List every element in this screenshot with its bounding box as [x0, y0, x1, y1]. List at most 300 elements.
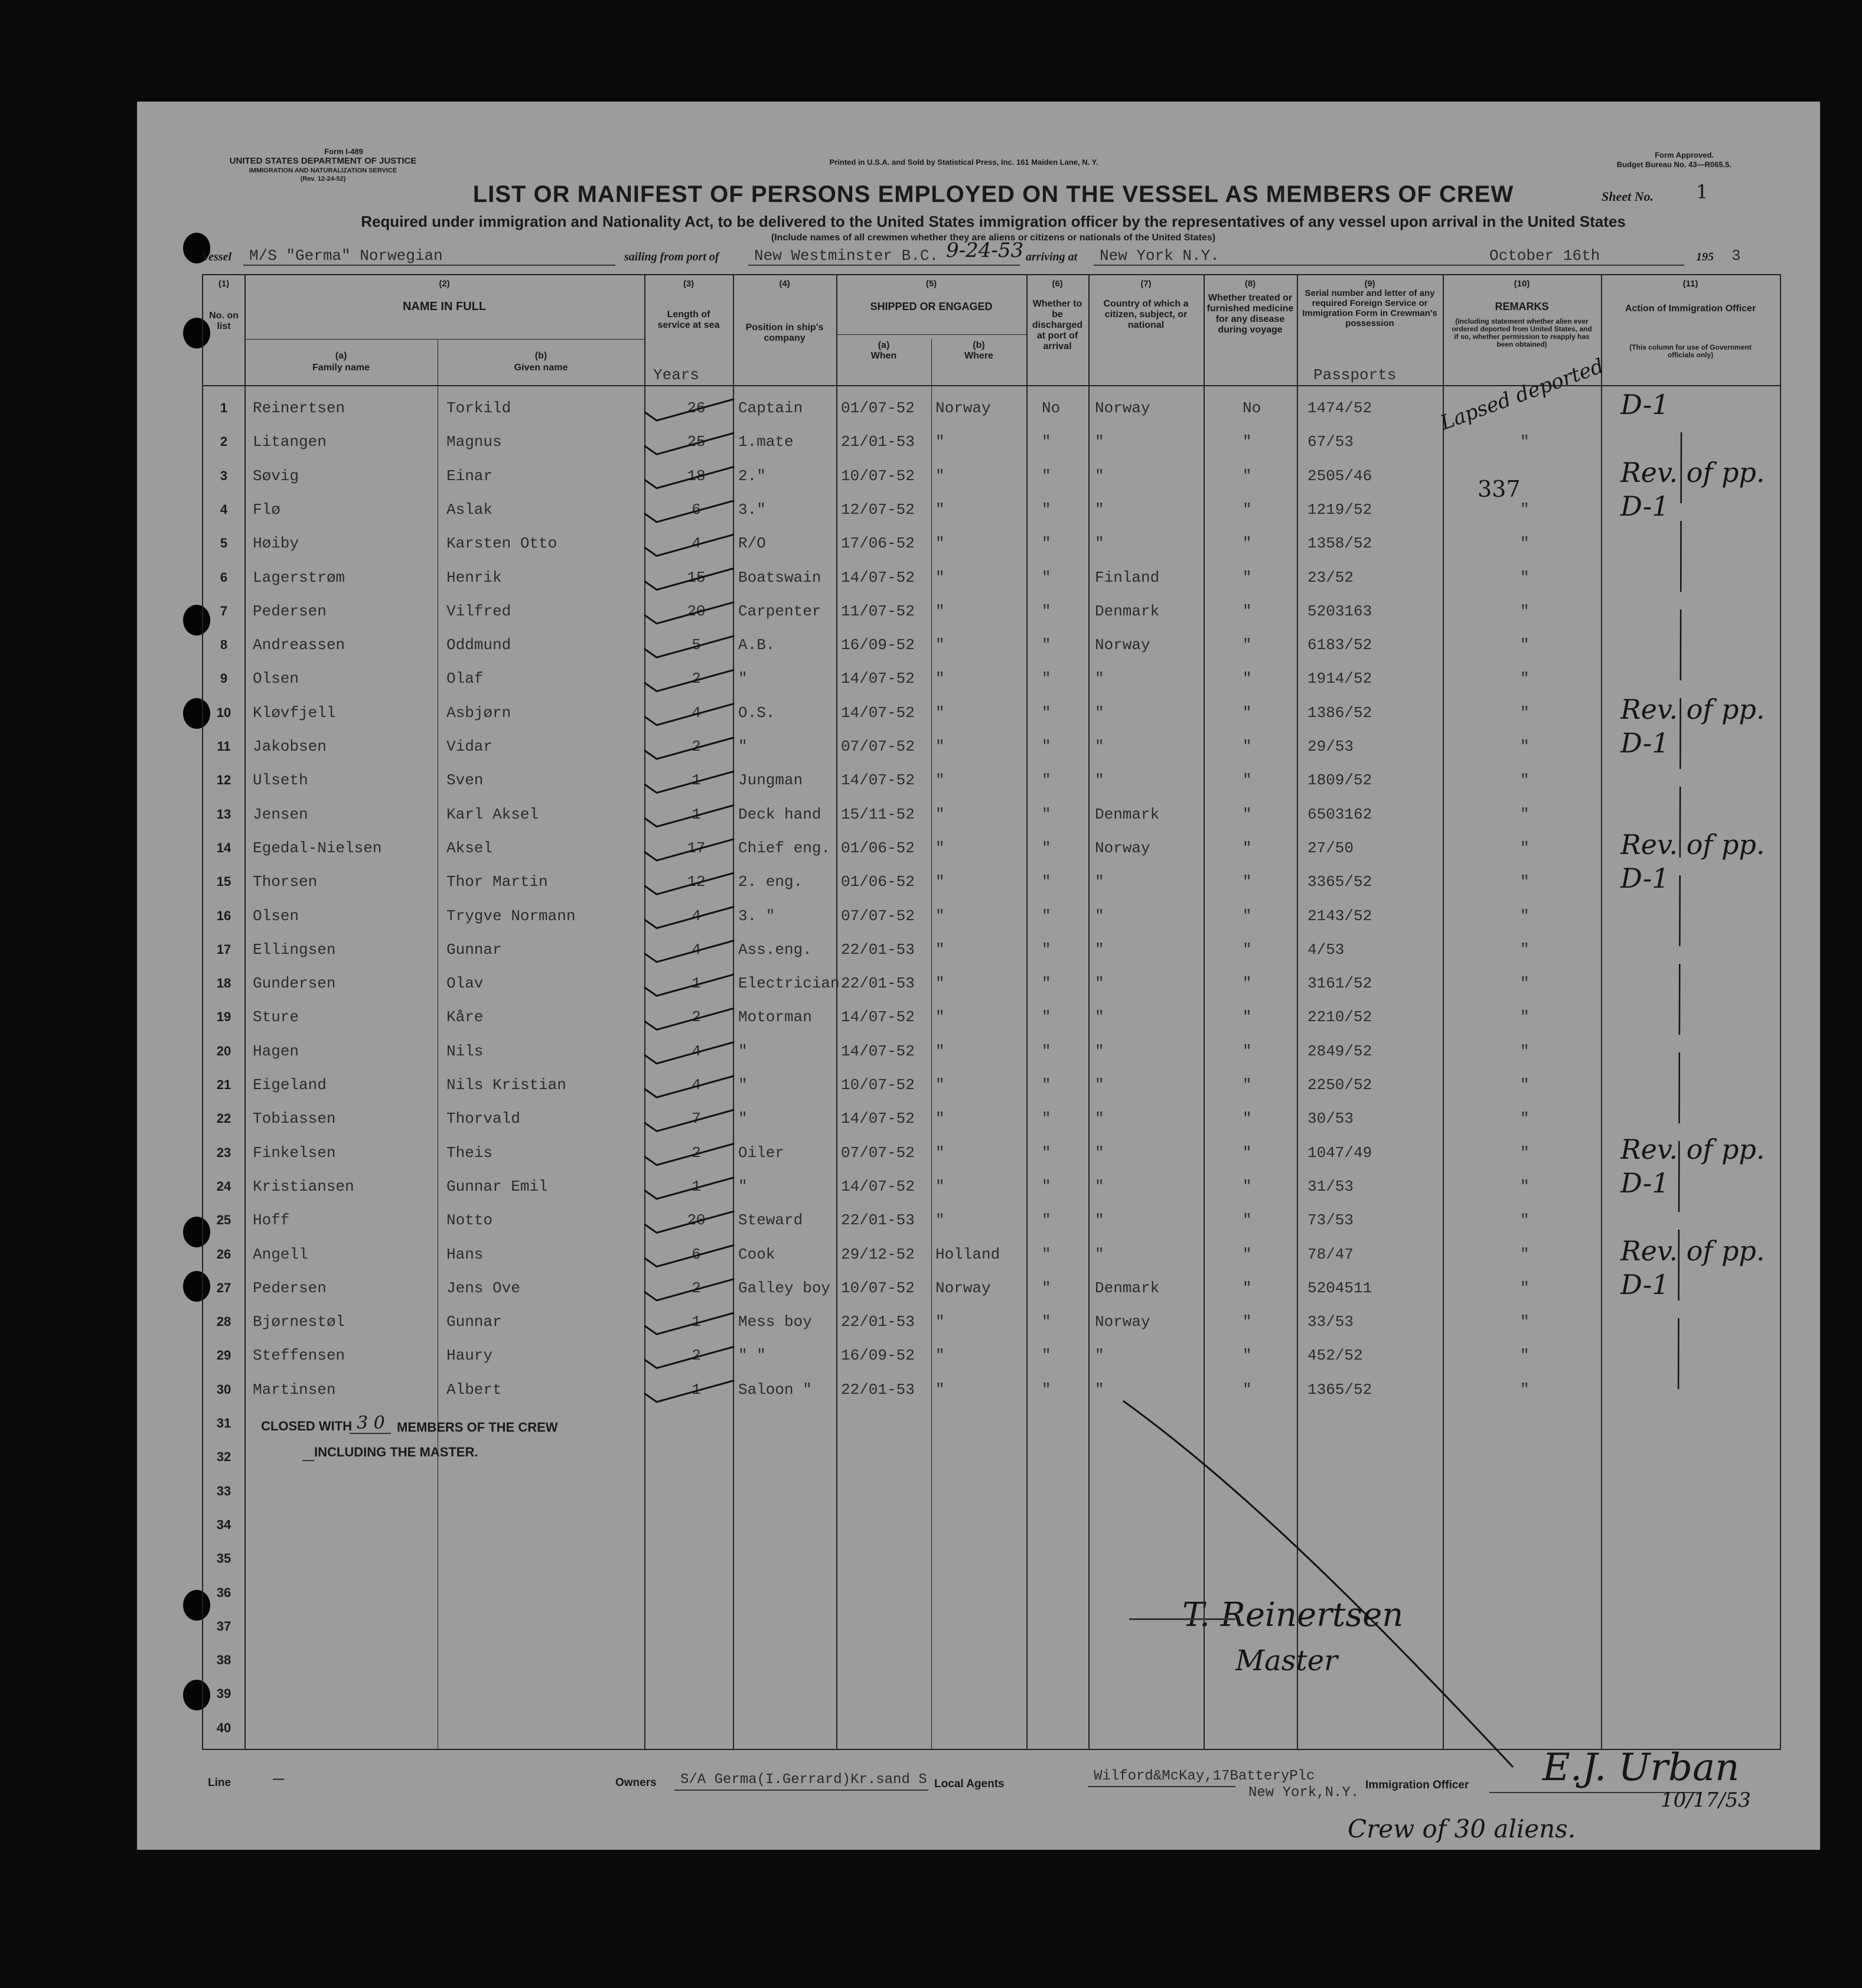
cell-given: Gunnar Emil [446, 1177, 548, 1195]
line-number: 29 [216, 1348, 231, 1363]
table-row [203, 560, 1780, 594]
cell-remarks: " [1520, 602, 1530, 620]
cell-serial: 31/53 [1307, 1177, 1354, 1195]
cell-disch: " [1042, 1008, 1051, 1026]
cell-years: 4 [692, 535, 701, 553]
sheet-label: Sheet No. [1602, 189, 1654, 204]
cell-serial: 1358/52 [1307, 535, 1372, 553]
cell-family: Lagerstrøm [253, 568, 345, 586]
cell-treated: " [1243, 805, 1252, 823]
department-name: UNITED STATES DEPARTMENT OF JUSTICE [229, 156, 417, 166]
line-number: 35 [216, 1551, 231, 1566]
cell-years: 12 [687, 873, 706, 891]
cell-serial: 27/50 [1307, 839, 1354, 857]
col-number: (6) [1052, 279, 1063, 289]
cell-years: 20 [687, 1211, 706, 1230]
year-digit: 3 [1731, 247, 1741, 265]
header-country: Country of which a citizen, subject, or national [1103, 299, 1189, 330]
col-number: (9) [1364, 279, 1375, 289]
cell-remarks: " [1520, 703, 1530, 722]
cell-disch: " [1042, 1110, 1051, 1128]
cell-when: 14/07-52 [841, 670, 915, 688]
cell-where: " [935, 703, 945, 722]
cell-position: " [738, 1110, 748, 1128]
table-row [203, 797, 1780, 831]
cell-country: Denmark [1095, 602, 1160, 620]
arrival-date: October 16th [1489, 247, 1600, 265]
cell-disch: " [1042, 433, 1051, 451]
cell-years: 2 [692, 1347, 701, 1365]
line-number: 11 [217, 739, 231, 754]
cell-family: Jakobsen [253, 738, 327, 755]
cell-treated: " [1243, 1380, 1252, 1399]
table-row [203, 661, 1780, 695]
cell-years: 17 [687, 839, 706, 857]
cell-family: Ulseth [253, 771, 308, 790]
table-row [203, 425, 1780, 458]
cell-given: Asbjørn [446, 703, 511, 722]
line-number: 18 [216, 976, 231, 991]
cell-position: Carpenter [738, 602, 821, 620]
line-number: 37 [216, 1618, 231, 1634]
cell-given: Olav [446, 975, 484, 993]
cell-where: " [935, 1110, 945, 1128]
cell-serial: 2505/46 [1307, 467, 1372, 485]
cell-where: " [935, 1042, 945, 1060]
cell-country: " [1095, 1211, 1104, 1230]
cell-where: Holland [935, 1245, 1000, 1263]
service-name: IMMIGRATION AND NATURALIZATION SERVICE [249, 167, 397, 174]
header-discharged: Whether to be discharged at port of arrival [1032, 299, 1083, 351]
cell-serial: 2143/52 [1307, 907, 1372, 925]
cell-years: 18 [687, 467, 706, 485]
footer-officer-label: Immigration Officer [1365, 1779, 1469, 1791]
cell-when: 10/07-52 [841, 467, 915, 485]
table-row [203, 1541, 1780, 1575]
cell-remarks: " [1520, 433, 1530, 451]
cell-given: Olaf [446, 670, 484, 688]
cell-where: " [935, 839, 945, 857]
cell-treated: " [1243, 1110, 1252, 1128]
cell-country: Norway [1095, 1313, 1150, 1331]
cell-when: 22/01-53 [841, 1313, 915, 1331]
header-line-no: No. on list [209, 311, 239, 331]
table-row [203, 1068, 1780, 1101]
table-row [203, 729, 1780, 763]
cell-serial: 29/53 [1307, 738, 1354, 755]
cell-given: Nils [446, 1042, 484, 1060]
cell-given: Nils Kristian [446, 1076, 566, 1094]
col-number: (11) [1682, 279, 1698, 289]
cell-serial: 3365/52 [1307, 873, 1372, 891]
col-number: (8) [1244, 279, 1256, 289]
cell-given: Jens Ove [446, 1279, 520, 1297]
line-number: 7 [220, 603, 228, 618]
header-years: Years [653, 366, 700, 384]
form-subnote: (Include names of all crewmen whether they are aliens or citizens or nationals of the United States) [771, 233, 1216, 243]
cell-family: Eigeland [253, 1076, 327, 1094]
cell-remarks: " [1520, 1076, 1530, 1094]
cell-remarks: " [1520, 670, 1530, 688]
form-number: Form I-489 [324, 147, 363, 156]
header-action: Action of Immigration Officer [1625, 304, 1756, 314]
table-row [203, 1474, 1780, 1508]
closed-count-underline [350, 1433, 391, 1434]
footer-owners-label: Owners [615, 1777, 657, 1789]
cell-disch: " [1042, 1313, 1051, 1331]
cell-where: " [935, 771, 945, 790]
cell-disch: " [1042, 940, 1051, 959]
table-row [203, 1203, 1780, 1237]
cell-family: Thorsen [253, 873, 318, 891]
cell-given: Oddmund [446, 636, 511, 654]
cell-family: Gundersen [253, 975, 336, 993]
cell-family: Martinsen [253, 1380, 336, 1399]
cell-country: " [1095, 1347, 1104, 1365]
table-row [203, 763, 1780, 797]
cell-when: 01/07-52 [841, 399, 915, 417]
header-position: Position in ship's company [745, 322, 824, 343]
cell-family: Olsen [253, 907, 299, 925]
cell-years: 1 [692, 1380, 701, 1399]
cell-family: Finkelsen [253, 1143, 336, 1162]
table-row [203, 1576, 1780, 1609]
cell-country: " [1095, 535, 1104, 553]
cell-position: A.B. [738, 636, 775, 654]
table-row [203, 1643, 1780, 1677]
header-action-note: (This column for use of Government officials only) [1629, 343, 1752, 359]
cell-years: 4 [692, 703, 701, 722]
line-number: 38 [216, 1653, 231, 1668]
cell-disch: " [1042, 568, 1051, 586]
cell-when: 21/01-53 [841, 433, 915, 451]
cell-when: 12/07-52 [841, 500, 915, 519]
crew-table [202, 274, 1781, 1750]
cell-country: Denmark [1095, 1279, 1160, 1297]
arriving-port: New York N.Y. [1100, 247, 1219, 265]
cell-country: Norway [1095, 839, 1150, 857]
cell-position: Oiler [738, 1143, 785, 1162]
table-row [203, 693, 1780, 729]
header-remarks-note: (Including statement whether alien ever ordered deported from United States, and if so, whether permission to reapply has been obtained) [1452, 317, 1592, 348]
cell-disch: " [1042, 805, 1051, 823]
cell-country: " [1095, 500, 1104, 519]
cell-family: Steffensen [253, 1347, 345, 1365]
cell-years: 4 [692, 1042, 701, 1060]
officer-signature: E.J. Urban [1543, 1746, 1740, 1790]
col-number: (10) [1514, 279, 1530, 289]
cell-remarks: " [1520, 1143, 1530, 1162]
cell-position: Deck hand [738, 805, 821, 823]
cell-when: 15/11-52 [841, 805, 915, 823]
cell-country: " [1095, 771, 1104, 790]
cell-family: Ellingsen [253, 940, 336, 959]
cell-given: Hans [446, 1245, 484, 1263]
line-number: 10 [216, 705, 231, 720]
vessel-label: Vessel [202, 250, 231, 263]
line-number: 1 [220, 400, 228, 415]
cell-when: 14/07-52 [841, 1008, 915, 1026]
table-row [203, 594, 1780, 628]
header-treated: Whether treated or furnished medicine for any disease during voyage [1206, 293, 1294, 335]
cell-country: " [1095, 1143, 1104, 1162]
cell-given: Karl Aksel [446, 805, 539, 823]
line-number: 33 [216, 1483, 231, 1498]
cell-disch: " [1042, 500, 1051, 519]
master-title: Master [1235, 1644, 1338, 1677]
cell-country: Norway [1095, 399, 1150, 417]
cell-given: Aslak [446, 500, 493, 519]
table-row [203, 1609, 1780, 1643]
cell-treated: " [1243, 1076, 1252, 1094]
cell-remarks: " [1520, 1245, 1530, 1263]
cell-where: " [935, 535, 945, 553]
sailing-underline [748, 265, 1020, 266]
cell-remarks: " [1520, 1211, 1530, 1230]
cell-serial: 1219/52 [1307, 500, 1372, 519]
cell-when: 10/07-52 [841, 1279, 915, 1297]
line-number: 8 [220, 637, 228, 653]
line-number: 40 [216, 1720, 231, 1735]
cell-where: " [935, 467, 945, 485]
cell-given: Kåre [446, 1008, 484, 1026]
cell-serial: 1386/52 [1307, 703, 1372, 722]
cell-disch: " [1042, 738, 1051, 755]
line-number: 30 [216, 1381, 231, 1397]
cell-when: 22/01-53 [841, 1211, 915, 1230]
cell-country: " [1095, 467, 1104, 485]
cell-years: 1 [692, 1313, 701, 1331]
cell-position: Motorman [738, 1008, 812, 1026]
cell-action: Rev. of pp. [1620, 456, 1765, 488]
line-number: 21 [216, 1077, 231, 1092]
cell-years: 4 [692, 940, 701, 959]
table-row [203, 1508, 1780, 1541]
cell-given: Magnus [446, 433, 502, 451]
line-number: 13 [216, 806, 231, 822]
col-number: (1) [218, 279, 230, 289]
cell-years: 2 [692, 1008, 701, 1026]
cell-serial: 6183/52 [1307, 636, 1372, 654]
header-family-name: Family name [312, 363, 370, 373]
sailing-port: New Westminster B.C. [754, 247, 939, 265]
col-number: (7) [1140, 279, 1152, 289]
cell-treated: " [1243, 1279, 1252, 1297]
cell-treated: " [1243, 1008, 1252, 1026]
cell-family: Egedal-Nielsen [253, 839, 382, 857]
cell-country: " [1095, 873, 1104, 891]
cell-when: 17/06-52 [841, 535, 915, 553]
cell-when: 01/06-52 [841, 839, 915, 857]
cell-country: " [1095, 738, 1104, 755]
cell-serial: 6503162 [1307, 805, 1372, 823]
cell-country: Finland [1095, 568, 1160, 586]
line-number: 27 [216, 1280, 231, 1295]
table-row [203, 1338, 1780, 1372]
header-when-letter: (a) [878, 340, 890, 350]
vessel-underline [243, 265, 615, 266]
vessel-name: M/S "Germa" Norwegian [249, 247, 443, 265]
revision-date: (Rev. 12-24-52) [300, 175, 346, 182]
cell-position: Jungman [738, 771, 803, 790]
cell-when: 10/07-52 [841, 1076, 915, 1094]
cell-given: Karsten Otto [446, 535, 557, 553]
footer-agents-line2: New York,N.Y. [1248, 1785, 1359, 1801]
cell-remarks: " [1520, 1042, 1530, 1060]
header-name-in-full: NAME IN FULL [402, 300, 487, 313]
cell-disch: " [1042, 703, 1051, 722]
cell-where: " [935, 1211, 945, 1230]
cell-when: 11/07-52 [841, 602, 915, 620]
cell-treated: " [1243, 467, 1252, 485]
cell-disch: " [1042, 670, 1051, 688]
cell-remarks: " [1520, 568, 1530, 586]
cell-treated: " [1243, 1313, 1252, 1331]
cell-position: " [738, 1076, 748, 1094]
cell-position: Galley boy [738, 1279, 831, 1297]
cell-country: " [1095, 907, 1104, 925]
cell-where: " [935, 738, 945, 755]
cell-given: Sven [446, 771, 484, 790]
line-number: 6 [220, 569, 228, 585]
table-row [203, 828, 1780, 865]
cell-when: 22/01-53 [841, 975, 915, 993]
line-number: 4 [220, 501, 228, 517]
cell-given: Trygve Normann [446, 907, 576, 925]
cell-family: Kristiansen [253, 1177, 354, 1195]
cell-given: Vidar [446, 738, 493, 755]
cell-treated: " [1243, 703, 1252, 722]
table-row [203, 1000, 1780, 1034]
table-row [203, 526, 1780, 560]
cell-disch: " [1042, 535, 1051, 553]
cell-action: D-1 [1620, 1268, 1669, 1301]
cell-country: " [1095, 1076, 1104, 1094]
cell-given: Notto [446, 1211, 493, 1230]
cell-family: Bjørnestøl [253, 1313, 345, 1331]
cell-serial: 2250/52 [1307, 1076, 1372, 1094]
cell-country: " [1095, 703, 1104, 722]
arriving-underline [1094, 265, 1684, 266]
cell-years: 25 [687, 433, 706, 451]
cell-disch: " [1042, 1211, 1051, 1230]
col-number: (4) [779, 279, 790, 289]
cell-family: Litangen [253, 433, 327, 451]
cell-remarks: " [1520, 907, 1530, 925]
table-row [203, 490, 1780, 526]
footer-line-value: — [273, 1773, 284, 1785]
cell-disch: " [1042, 1143, 1051, 1162]
cell-family: Søvig [253, 467, 299, 485]
cell-action: D-1 [1620, 862, 1669, 895]
including-underline [302, 1460, 314, 1461]
cell-serial: 452/52 [1307, 1347, 1363, 1365]
line-number: 3 [220, 468, 228, 483]
cell-serial: 30/53 [1307, 1110, 1354, 1128]
cell-remarks: " [1520, 1008, 1530, 1026]
cell-treated: " [1243, 738, 1252, 755]
name-header-rule [244, 339, 644, 340]
line-number: 9 [220, 671, 228, 686]
cell-remarks: " [1520, 636, 1530, 654]
line-number: 22 [216, 1111, 231, 1126]
cell-remarks: " [1520, 975, 1530, 993]
remark-number: 337 [1478, 476, 1521, 502]
line-number: 14 [216, 840, 231, 855]
cell-remarks: " [1520, 738, 1530, 755]
cell-family: Pedersen [253, 602, 327, 620]
cell-treated: " [1243, 670, 1252, 688]
footer-agents-label: Local Agents [934, 1778, 1005, 1790]
cell-treated: " [1243, 940, 1252, 959]
cell-country: " [1095, 975, 1104, 993]
cell-remarks: " [1520, 839, 1530, 857]
cell-country: " [1095, 940, 1104, 959]
cell-given: Einar [446, 467, 493, 485]
members-label: MEMBERS OF THE CREW [397, 1420, 558, 1435]
cell-where: " [935, 636, 945, 654]
table-row [203, 1373, 1780, 1406]
cell-action: Rev. of pp. [1620, 828, 1765, 861]
manifest-sheet [137, 102, 1820, 1850]
cell-years: 1 [692, 771, 701, 790]
table-row [203, 899, 1780, 933]
cell-disch: " [1042, 1177, 1051, 1195]
cell-remarks: " [1520, 771, 1530, 790]
line-number: 25 [216, 1213, 231, 1228]
cell-country: " [1095, 1245, 1104, 1263]
line-number: 15 [216, 874, 231, 889]
cell-family: Sture [253, 1008, 299, 1026]
remark-deported-note: Lapsed deported [1437, 354, 1607, 435]
line-number: 31 [216, 1416, 231, 1430]
cell-serial: 5204511 [1307, 1279, 1372, 1297]
cell-treated: " [1243, 771, 1252, 790]
cell-disch: " [1042, 975, 1051, 993]
cell-treated: " [1243, 1245, 1252, 1263]
form-title: LIST OR MANIFEST OF PERSONS EMPLOYED ON THE VESSEL AS MEMBERS OF CREW [472, 181, 1514, 207]
cell-remarks: " [1520, 940, 1530, 959]
footer-agents-line1: Wilford&McKay,17BatteryPlc [1094, 1768, 1315, 1784]
including-master: INCLUDING THE MASTER. [314, 1445, 478, 1459]
cell-position: Electrician [738, 975, 840, 993]
sheet-number: 1 [1696, 181, 1708, 203]
cell-treated: " [1243, 873, 1252, 891]
cell-family: Pedersen [253, 1279, 327, 1297]
sailing-date-handwritten: 9-24-53 [946, 239, 1024, 262]
cell-where: " [935, 1076, 945, 1094]
line-number: 24 [216, 1178, 231, 1194]
cell-position: Chief eng. [738, 839, 831, 857]
footer-owners: S/A Germa(I.Gerrard)Kr.sand S [680, 1772, 927, 1788]
cell-position: Captain [738, 399, 803, 417]
cell-treated: " [1243, 1177, 1252, 1195]
cell-when: 14/07-52 [841, 703, 915, 722]
cell-treated: " [1243, 636, 1252, 654]
cell-when: 22/01-53 [841, 1380, 915, 1399]
cell-family: Kløvfjell [253, 703, 336, 722]
line-number: 20 [216, 1043, 231, 1058]
cell-serial: 1047/49 [1307, 1143, 1372, 1162]
cell-years: 2 [692, 670, 701, 688]
footer-owners-underline [674, 1790, 928, 1791]
cell-years: 1 [692, 1177, 701, 1195]
cell-position: " " [738, 1347, 766, 1365]
cell-when: 16/09-52 [841, 636, 915, 654]
cell-where: " [935, 907, 945, 925]
cell-disch: " [1042, 1042, 1051, 1060]
table-row [203, 1305, 1780, 1338]
